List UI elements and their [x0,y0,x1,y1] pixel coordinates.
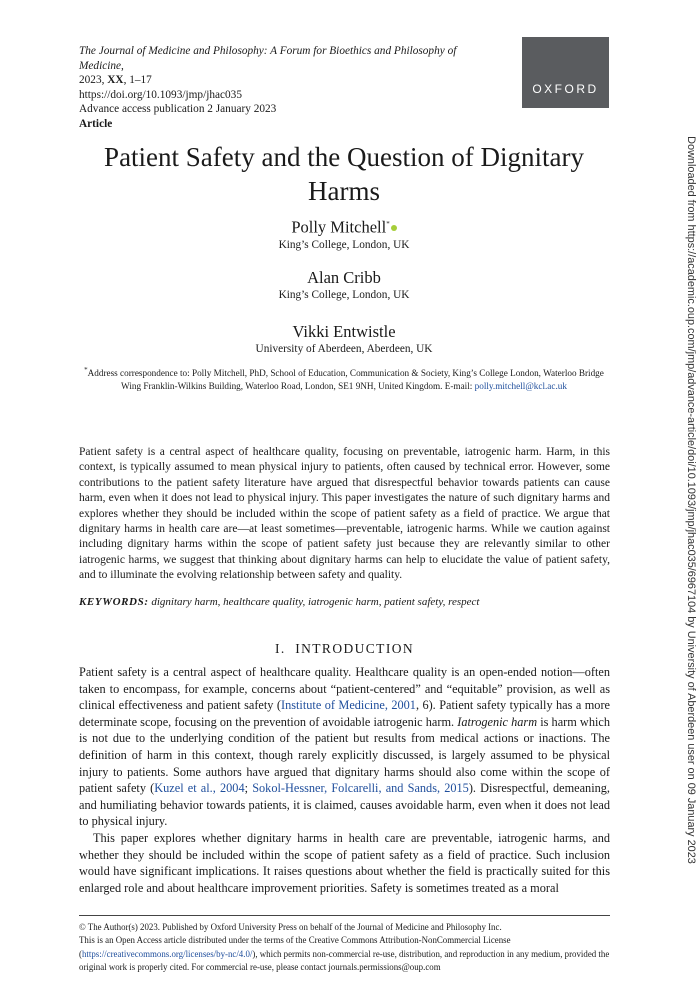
author-name: Alan Cribb [307,268,381,287]
author-affiliation: King’s College, London, UK [278,238,410,251]
paragraph: This paper explores whether dignitary harms in health care are preventable, iatrogenic harms, and whether they should be included within the scope of patient safety as a field of practice. Such inclusion would have significant implications. It raises questions about whether the field is practically suited for this enlarged role and about healthcare improvement priorities. Safety is sometimes treated as a moral [79,830,610,895]
journal-header [79,44,499,132]
article-type: Article [79,117,113,130]
author-block [79,322,609,356]
article-title: Patient Safety and the Question of Dignitary Harms [104,142,584,206]
author-affiliation: King’s College, London, UK [278,289,410,301]
author-name: Polly Mitchell* [79,214,609,238]
footer [79,921,610,975]
copyright-notice: © The Author(s) 2023. Published by Oxford University Press on behalf of the Journal of Medicine and Philosophy Inc. [79,922,502,932]
citation-link[interactable]: Sokol-Hessner, Folcarelli, and Sands, 2015 [252,781,469,796]
download-watermark: Downloaded from https://academic.oup.com/jmp/advance-article/doi/10.1093/jmp/jhac035/6967104 by University of Aberdeen user on 09 January 2023 [685,136,697,864]
correspondence-note: *Address correspondence to: Polly Mitchell, PhD, School of Education, Communication & Society, King’s College London, Waterloo Bridge Wing Franklin-Wilkins Building, Waterloo Road, London, SE1 9NH, United Kingdom. E-mail: polly.mitchell@kcl.ac.uk [84,366,604,392]
email-link[interactable]: polly.mitchell@kcl.ac.uk [474,381,567,392]
journal-volume-line: 2023, XX, 1–17 [79,74,152,87]
oxford-logo: OXFORD [522,37,609,108]
keywords-label: KEYWORDS: [79,596,149,608]
citation-link[interactable]: Kuzel et al., 2004 [154,781,245,796]
author-affiliation: University of Aberdeen, Aberdeen, UK [255,343,433,355]
paragraph: Patient safety is a central aspect of healthcare quality. Healthcare quality is an open-ended notion—often taken to encompass, for example, concerns about “patient-centered” and “equitable” provision, as well as clinical effectiveness and patient safety (Institute of Medicine, 2001, 6). Patient safety typically has a more determinate scope, focusing on the prevention of avoidable iatrogenic harm. Iatrogenic harm is harm which is not due to the underlying condition of the patient but results from medical actions or inactions. The definition of harm in this context, though rarely explicitly discussed, is largely assumed to be physical injury to patients. Some authors have argued that dignitary harms should also come within the scope of patient safety (Kuzel et al., 2004; Sokol-Hessner, Folcarelli, and Sands, 2015). Disrespectful, demeaning, and humiliating behavior towards patients, it is claimed, causes avoidable harm, even when it does not lead to physical injury. [79,665,610,829]
abstract: Patient safety is a central aspect of healthcare quality, focusing on preventable, iatrogenic harm. Harm, in this context, is typically assumed to mean physical injury to patients, often caused by technical error. However, some contributions to the patient safety literature have argued that disrespectful behavior towards patients can cause harm, even when it does not lead to physical injury. This paper investigates the nature of such dignitary harms and explores whether they should be included within the scope of patient safety as a field of practice. We argue that dignitary harms in health care are—at least sometimes—preventable, iatrogenic harms. While we caution against including dignitary harms within the scope of patient safety just because they are relevantly similar to other iatrogenic harms, we suggest that thinking about dignitary harms can help to elucidate the value of patient safety, and to illuminate the evolving relationship between safety and quality. [79,446,610,582]
license-notice: This is an Open Access article distributed under the terms of the Creative Commons Attribution-NonCommercial License (https://creativecommons.org/licenses/by-nc/4.0/), which permits non-commercial re-use, distribution, and reproduction in any medium, provided the original work is properly cited. For commercial re-use, please contact journals.permissions@oup.com [79,935,610,973]
footer-divider [79,915,610,916]
section-heading: I. INTRODUCTION [274,641,415,656]
volume: XX [107,74,124,87]
publication-date: Advance access publication 2 January 2023 [79,103,277,116]
author-name: Vikki Entwistle [292,322,396,341]
citation-link[interactable]: Institute of Medicine, 2001 [280,698,416,713]
orcid-icon[interactable] [391,225,397,231]
author-block [79,268,609,302]
body-text [79,664,610,896]
journal-name: The Journal of Medicine and Philosophy: A Forum for Bioethics and Philosophy of Medicine, [79,45,457,72]
keywords: KEYWORDS: dignitary harm, healthcare quality, iatrogenic harm, patient safety, respect [79,596,480,608]
author-block [79,214,609,252]
doi-link[interactable]: https://doi.org/10.1093/jmp/jhac035 [79,88,242,101]
license-link[interactable]: https://creativecommons.org/licenses/by-nc/4.0/ [81,948,253,959]
